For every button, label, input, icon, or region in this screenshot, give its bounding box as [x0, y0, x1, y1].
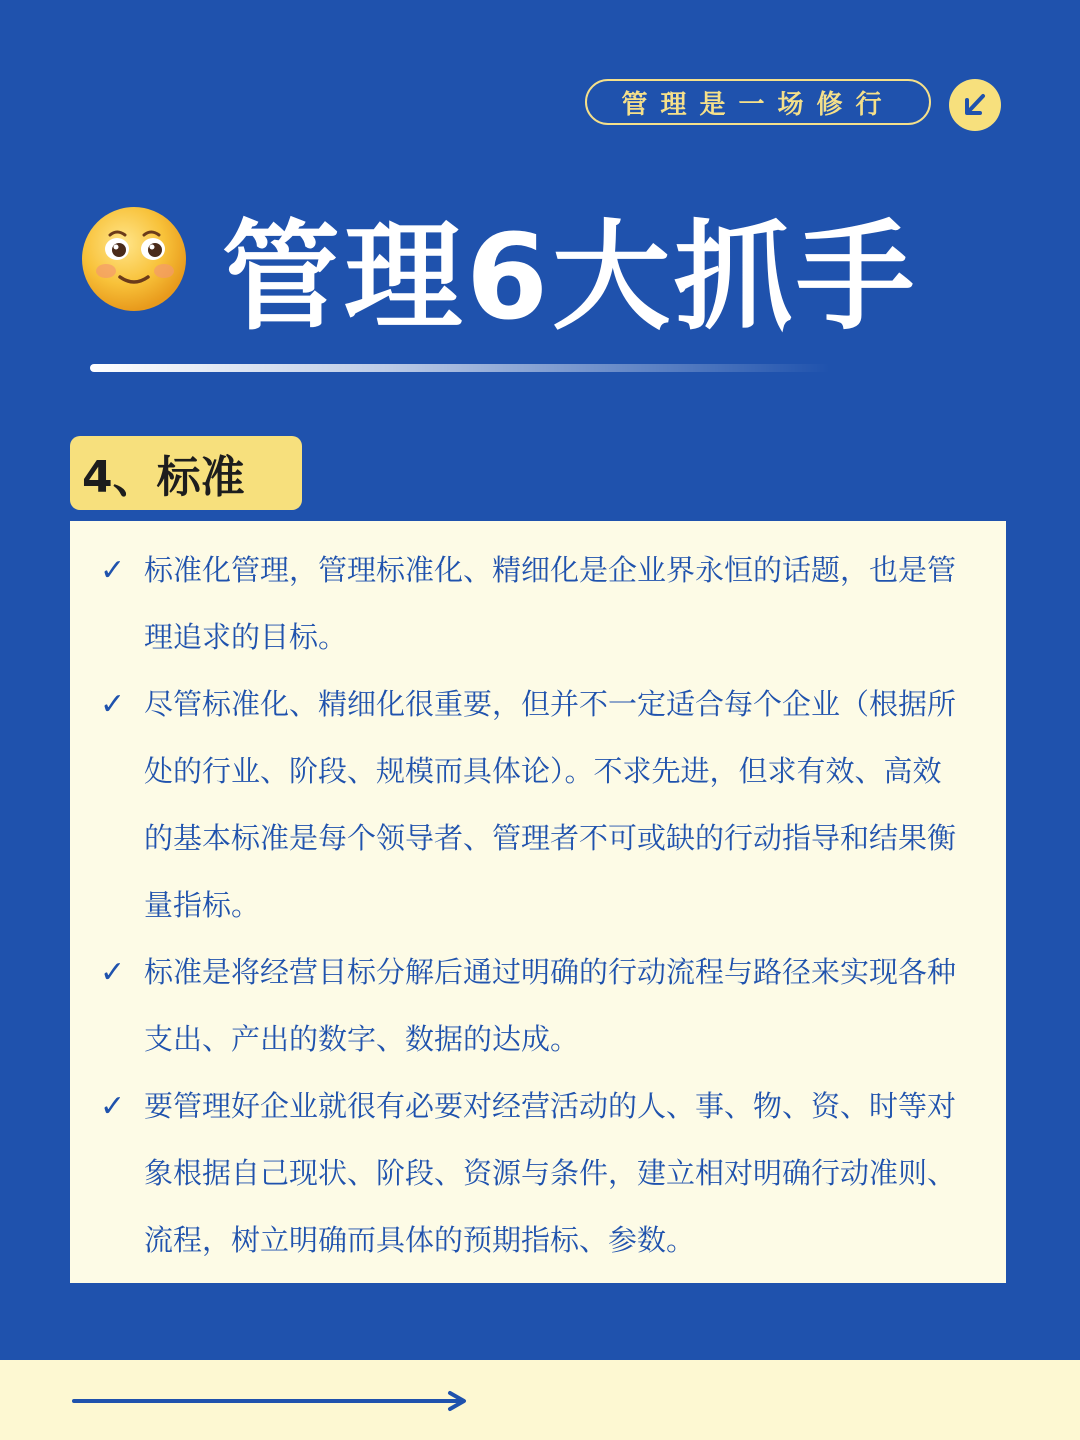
list-item: [100, 671, 968, 939]
arrow-right-icon: [72, 1390, 472, 1412]
list-item: [100, 537, 968, 671]
list-item: [100, 1073, 968, 1274]
section-label: 4、标准: [70, 436, 302, 510]
header-tag: 管理是一场修行: [585, 79, 931, 125]
title-underline: [90, 364, 830, 372]
checkmark-icon: ✓: [100, 687, 126, 722]
checkmark-icon: ✓: [100, 553, 126, 588]
page-title: 管理6大抓手: [222, 208, 919, 346]
content-card: [70, 521, 1006, 1283]
list-item-text: 尽管标准化、精细化很重要，但并不一定适合每个企业（根据所处的行业、阶段、规模而具体论）。不求先进，但求有效、高效的基本标准是每个领导者、管理者不可或缺的行动指导和结果衡量指标。: [144, 687, 957, 922]
checkmark-icon: ✓: [100, 955, 126, 990]
list-item: [100, 939, 968, 1073]
list-item-text: 标准是将经营目标分解后通过明确的行动流程与路径来实现各种支出、产出的数字、数据的达成。: [144, 955, 957, 1056]
list-item-text: 标准化管理，管理标准化、精细化是企业界永恒的话题，也是管理追求的目标。: [144, 553, 957, 654]
smiling-face-icon: [80, 205, 188, 313]
checkmark-icon: ✓: [100, 1089, 126, 1124]
arrow-down-left-icon: [949, 79, 1001, 131]
list-item-text: 要管理好企业就很有必要对经营活动的人、事、物、资、时等对象根据自己现状、阶段、资源与条件，建立相对明确行动准则、流程，树立明确而具体的预期指标、参数。: [144, 1089, 957, 1257]
